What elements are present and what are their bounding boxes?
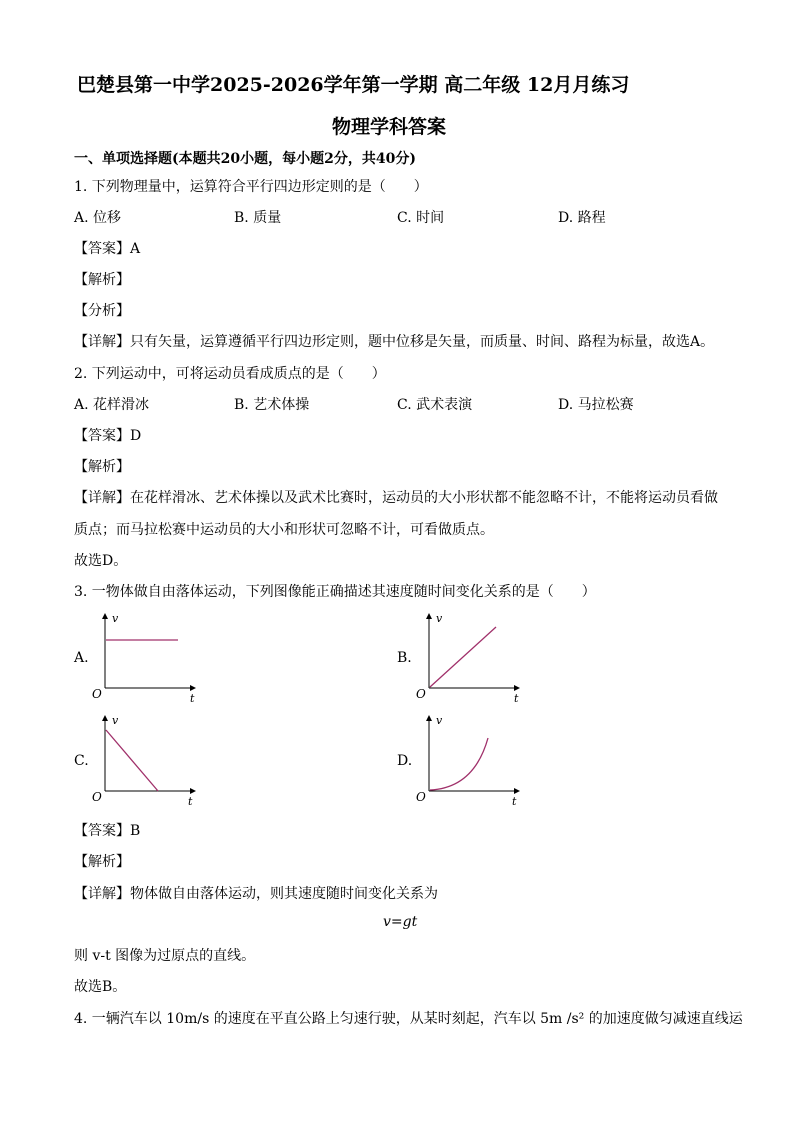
graph-b-v-label: v: [436, 612, 443, 625]
question-1-option-b: B. 质量: [234, 210, 282, 226]
question-3-formula: v=gt: [383, 914, 418, 930]
question-4-stem: 4. 一辆汽车以 10m/s 的速度在平直公路上匀速行驶，从某时刻起，汽车以 5m /s² 的加速度做匀减速直线运: [74, 1011, 743, 1027]
question-1-option-d: D. 路程: [558, 210, 606, 226]
question-2-stem: 2. 下列运动中，可将运动员看成质点的是（ ）: [74, 366, 386, 382]
question-2-detail-line1: 【详解】在花样滑冰、艺术体操以及武术比赛时，运动员的大小形状都不能忽略不计，不能将运动员看做: [74, 490, 718, 506]
question-2-option-a: A. 花样滑冰: [74, 397, 150, 413]
graph-d-label: D.: [397, 753, 413, 769]
question-1-option-c: C. 时间: [397, 210, 445, 226]
graph-a-origin: O: [92, 687, 102, 701]
question-2-analysis: 【解析】: [74, 459, 130, 475]
question-2-detail-line2: 质点；而马拉松赛中运动员的大小和形状可忽略不计，可看做质点。: [74, 522, 494, 538]
graph-a-t-label: t: [190, 692, 195, 705]
graph-a-label: A.: [74, 650, 89, 666]
section-heading: 一、单项选择题(本题共20小题，每小题2分，共40分): [74, 151, 416, 167]
question-1-stem: 1. 下列物理量中，运算符合平行四边形定则的是（ ）: [74, 179, 428, 195]
question-2-option-b: B. 艺术体操: [234, 397, 310, 413]
question-3-answer: 【答案】B: [74, 823, 141, 839]
question-2-answer: 【答案】D: [74, 428, 142, 444]
question-3-detail: 【详解】物体做自由落体运动，则其速度随时间变化关系为: [74, 886, 438, 902]
graph-c: [88, 712, 208, 807]
graph-b-curve: [430, 627, 496, 687]
question-1-detail: 【详解】只有矢量，运算遵循平行四边形定则，题中位移是矢量，而质量、时间、路程为标量，故选A。: [74, 334, 715, 350]
page-title-line2: 物理学科答案: [332, 116, 447, 138]
question-3-after: 则 v-t 图像为过原点的直线。: [74, 948, 256, 964]
graph-a: [88, 610, 208, 705]
question-1-option-a: A. 位移: [74, 210, 122, 226]
question-3-analysis: 【解析】: [74, 854, 130, 870]
question-2-option-c: C. 武术表演: [397, 397, 473, 413]
question-3-conclusion: 故选B。: [74, 979, 127, 995]
graph-b-t-label: t: [514, 692, 519, 705]
graph-d-t-label: t: [512, 795, 517, 807]
graph-b-origin: O: [416, 687, 426, 701]
graph-c-origin: O: [92, 790, 102, 804]
page-title-line1: 巴楚县第一中学2025-2026学年第一学期 高二年级 12月月练习: [77, 74, 630, 96]
graph-b-label: B.: [397, 650, 412, 666]
question-1-fenxi: 【分析】: [74, 303, 130, 319]
question-2-conclusion: 故选D。: [74, 553, 128, 569]
graph-d-curve: [430, 738, 488, 790]
graph-a-v-label: v: [112, 612, 119, 625]
question-3-stem: 3. 一物体做自由落体运动，下列图像能正确描述其速度随时间变化关系的是（ ）: [74, 584, 596, 600]
graph-c-t-label: t: [188, 795, 193, 807]
graph-c-curve: [106, 730, 158, 791]
question-2-option-d: D. 马拉松赛: [558, 397, 634, 413]
graph-b: [412, 610, 532, 705]
question-1-analysis: 【解析】: [74, 272, 130, 288]
graph-c-label: C.: [74, 753, 89, 769]
question-1-answer: 【答案】A: [74, 241, 141, 257]
graph-d-v-label: v: [436, 714, 443, 727]
graph-c-v-label: v: [112, 714, 119, 727]
graph-d: [412, 712, 532, 807]
graph-d-origin: O: [416, 790, 426, 804]
